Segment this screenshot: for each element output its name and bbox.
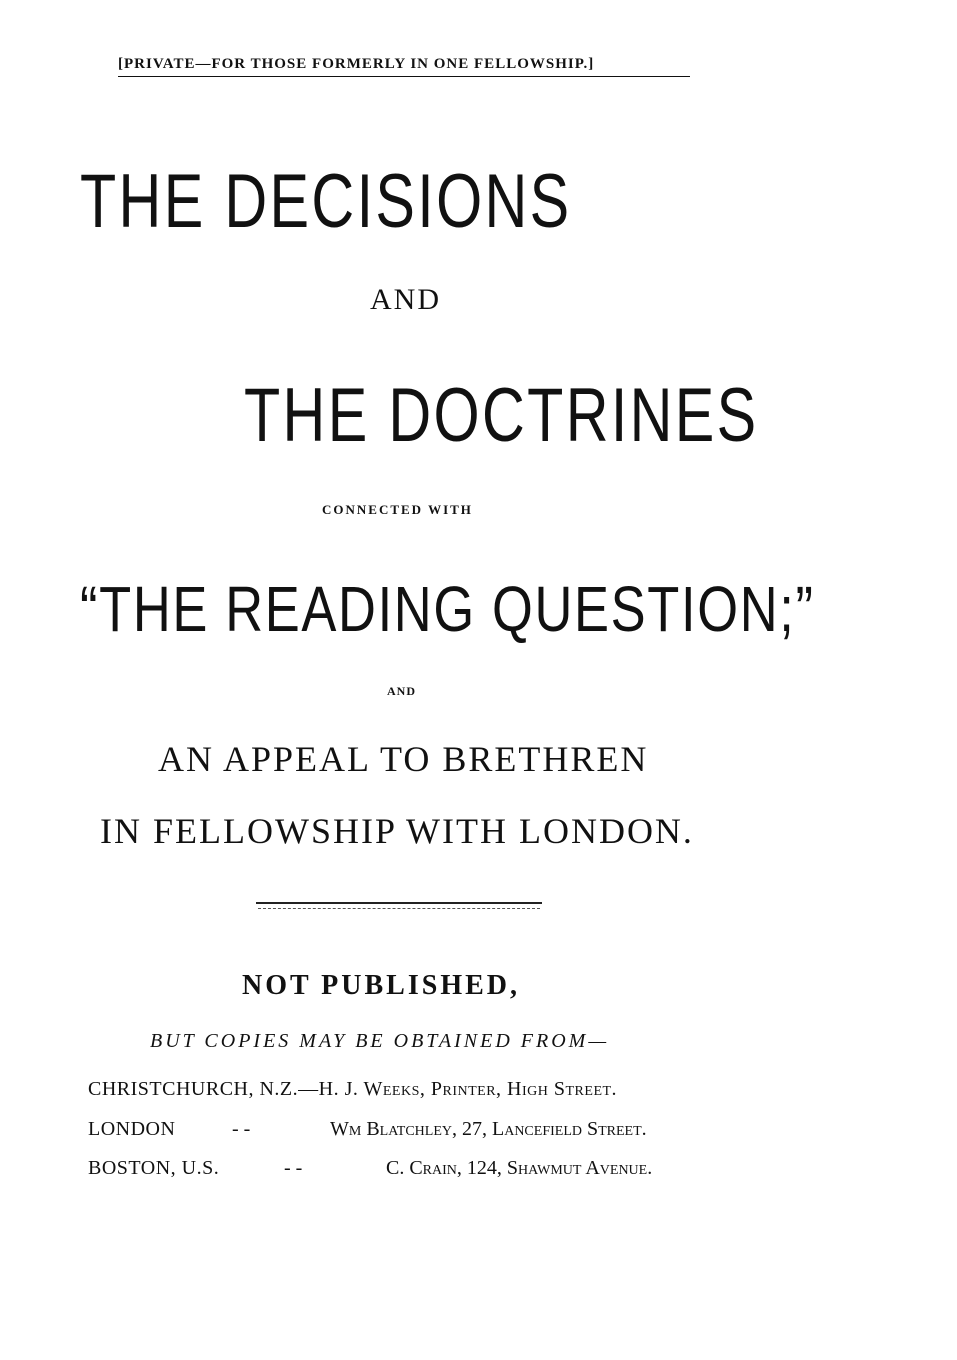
connected-with-text: CONNECTED WITH	[322, 502, 473, 517]
conjunction-and: AND	[370, 283, 441, 316]
title-line-reading-question: “THE READING QUESTION;”	[80, 573, 815, 645]
not-published-heading: NOT PUBLISHED,	[242, 970, 520, 1001]
address-line-christchurch	[88, 1078, 617, 1101]
divider-rule	[256, 902, 542, 904]
address-publisher: C. Crain, 124, Shawmut Avenue.	[386, 1157, 653, 1179]
appeal-line-1: AN APPEAL TO BRETHREN	[158, 739, 649, 779]
title-line-decisions: THE DECISIONS	[80, 159, 572, 244]
copies-note: BUT COPIES MAY BE OBTAINED FROM—	[150, 1030, 610, 1052]
conjunction-and-small: AND	[387, 684, 416, 698]
address-city: LONDON	[88, 1118, 176, 1140]
appeal-line-2: IN FELLOWSHIP WITH LONDON.	[100, 811, 694, 851]
address-line-boston	[88, 1157, 219, 1180]
title-line-doctrines: THE DOCTRINES	[244, 373, 759, 458]
divider-rule-secondary	[258, 908, 540, 909]
private-note: [PRIVATE—FOR THOSE FORMERLY IN ONE FELLOWSHIP.]	[118, 56, 690, 77]
address-city: CHRISTCHURCH, N.Z.—	[88, 1078, 319, 1100]
address-line-london	[88, 1118, 175, 1141]
address-city: BOSTON, U.S.	[88, 1157, 220, 1179]
address-dashes: - -	[284, 1157, 303, 1179]
address-publisher: Wm Blatchley, 27, Lancefield Street.	[330, 1118, 647, 1140]
address-dashes: - -	[232, 1118, 251, 1140]
address-publisher: H. J. Weeks, Printer, High Street.	[318, 1078, 618, 1100]
